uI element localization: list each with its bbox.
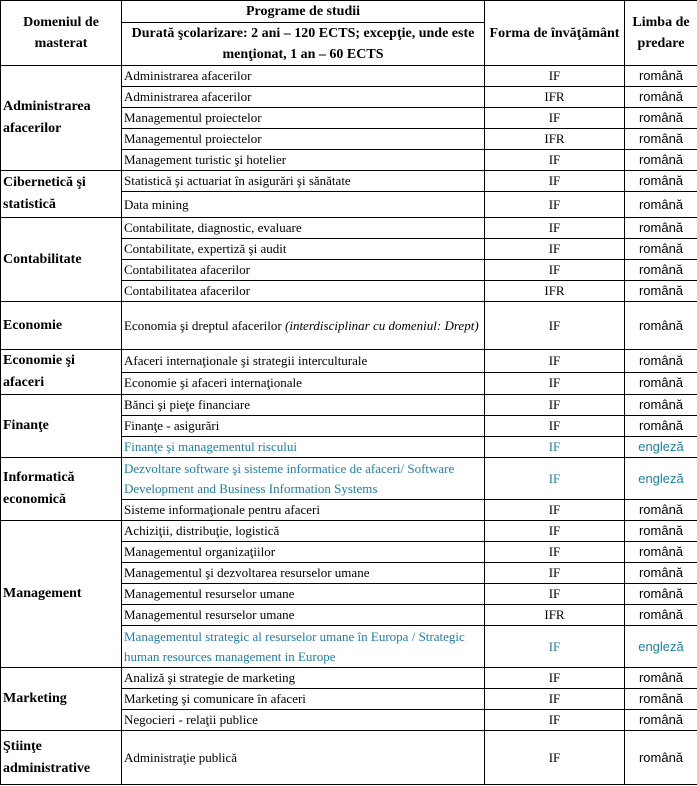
program-cell: Achiziţii, distribuţie, logistică <box>122 521 485 542</box>
program-cell: Managementul proiectelor <box>122 108 485 129</box>
program-cell: Bănci şi pieţe financiare <box>122 395 485 416</box>
header-duration: Durată şcolarizare: 2 ani – 120 ECTS; excepţie, unde este menţionat, 1 an – 60 ECTS <box>122 23 485 66</box>
language-cell: engleză <box>625 626 697 668</box>
program-cell: Finanţe şi managementul riscului <box>122 437 485 458</box>
language-cell: română <box>625 129 697 150</box>
form-cell: IF <box>485 689 625 710</box>
language-cell: română <box>625 87 697 108</box>
language-cell: română <box>625 416 697 437</box>
header-form: Forma de învăţământ <box>485 1 625 66</box>
form-cell: IF <box>485 416 625 437</box>
language-cell: română <box>625 689 697 710</box>
domain-cell: Administrarea afacerilor <box>1 66 122 171</box>
form-cell: IFR <box>485 605 625 626</box>
form-cell: IFR <box>485 87 625 108</box>
form-cell: IF <box>485 626 625 668</box>
form-cell: IF <box>485 192 625 218</box>
program-note: (interdisciplinar cu domeniul: Drept) <box>285 317 479 333</box>
language-cell: română <box>625 731 697 785</box>
program-cell: Finanţe - asigurări <box>122 416 485 437</box>
header-programs: Programe de studii <box>122 1 485 23</box>
domain-cell: Economie <box>1 302 122 350</box>
language-cell: română <box>625 281 697 302</box>
program-text: Economia şi dreptul afacerilor <box>124 317 282 333</box>
domain-cell: Informatică economică <box>1 458 122 521</box>
form-cell: IF <box>485 521 625 542</box>
program-cell: Administrarea afacerilor <box>122 87 485 108</box>
language-cell: română <box>625 171 697 192</box>
program-cell: Statistică şi actuariat în asigurări şi sănătate <box>122 171 485 192</box>
language-cell: română <box>625 218 697 239</box>
language-cell: română <box>625 563 697 584</box>
language-cell: română <box>625 150 697 171</box>
program-cell: Contabilitate, expertiză şi audit <box>122 239 485 260</box>
form-cell: IF <box>485 302 625 350</box>
form-cell: IF <box>485 260 625 281</box>
form-cell: IF <box>485 563 625 584</box>
program-cell: Data mining <box>122 192 485 218</box>
form-cell: IF <box>485 372 625 395</box>
form-cell: IFR <box>485 281 625 302</box>
language-cell: română <box>625 192 697 218</box>
language-cell: română <box>625 350 697 373</box>
language-cell: română <box>625 260 697 281</box>
program-cell <box>122 302 485 350</box>
language-cell: română <box>625 395 697 416</box>
program-cell: Managementul proiectelor <box>122 129 485 150</box>
form-cell: IF <box>485 437 625 458</box>
language-cell: română <box>625 108 697 129</box>
language-cell: engleză <box>625 458 697 500</box>
program-cell: Administrarea afacerilor <box>122 66 485 87</box>
language-cell: română <box>625 500 697 521</box>
header-domain: Domeniul de masterat <box>1 1 122 66</box>
form-cell: IF <box>485 350 625 373</box>
language-cell: română <box>625 668 697 689</box>
form-cell: IF <box>485 218 625 239</box>
program-cell: Afaceri internaţionale şi strategii interculturale <box>122 350 485 373</box>
domain-cell: Management <box>1 521 122 668</box>
domain-cell: Contabilitate <box>1 218 122 302</box>
program-cell: Contabilitatea afacerilor <box>122 260 485 281</box>
program-cell: Managementul strategic al resurselor umane în Europa / Strategic human resources management in Europe <box>122 626 485 668</box>
form-cell: IF <box>485 150 625 171</box>
program-cell: Economie şi afaceri internaţionale <box>122 372 485 395</box>
language-cell: română <box>625 239 697 260</box>
form-cell: IF <box>485 500 625 521</box>
form-cell: IF <box>485 458 625 500</box>
domain-cell: Economie şi afaceri <box>1 350 122 395</box>
program-cell: Contabilitatea afacerilor <box>122 281 485 302</box>
language-cell: română <box>625 521 697 542</box>
language-cell: engleză <box>625 437 697 458</box>
form-cell: IF <box>485 239 625 260</box>
program-cell: Managementul organizaţiilor <box>122 542 485 563</box>
language-cell: română <box>625 710 697 731</box>
language-cell: română <box>625 302 697 350</box>
form-cell: IF <box>485 108 625 129</box>
program-cell: Marketing şi comunicare în afaceri <box>122 689 485 710</box>
program-cell: Contabilitate, diagnostic, evaluare <box>122 218 485 239</box>
domain-cell: Finanţe <box>1 395 122 458</box>
program-cell: Managementul şi dezvoltarea resurselor umane <box>122 563 485 584</box>
language-cell: română <box>625 605 697 626</box>
form-cell: IFR <box>485 129 625 150</box>
program-cell: Dezvoltare software şi sisteme informatice de afaceri/ Software Development and Business Information Systems <box>122 458 485 500</box>
program-cell: Analiză şi strategie de marketing <box>122 668 485 689</box>
language-cell: română <box>625 66 697 87</box>
header-language: Limba de predare <box>625 1 697 66</box>
domain-cell: Cibernetică şi statistică <box>1 171 122 218</box>
program-cell: Administraţie publică <box>122 731 485 785</box>
language-cell: română <box>625 584 697 605</box>
program-cell: Negocieri - relaţii publice <box>122 710 485 731</box>
language-cell: română <box>625 542 697 563</box>
language-cell: română <box>625 372 697 395</box>
program-cell: Sisteme informaţionale pentru afaceri <box>122 500 485 521</box>
form-cell: IF <box>485 395 625 416</box>
form-cell: IF <box>485 710 625 731</box>
program-cell: Managementul resurselor umane <box>122 584 485 605</box>
domain-cell: Marketing <box>1 668 122 731</box>
program-cell: Management turistic şi hotelier <box>122 150 485 171</box>
form-cell: IF <box>485 731 625 785</box>
domain-cell: Ştiinţe administrative <box>1 731 122 785</box>
form-cell: IF <box>485 66 625 87</box>
form-cell: IF <box>485 542 625 563</box>
form-cell: IF <box>485 668 625 689</box>
program-cell: Managementul resurselor umane <box>122 605 485 626</box>
form-cell: IF <box>485 584 625 605</box>
form-cell: IF <box>485 171 625 192</box>
